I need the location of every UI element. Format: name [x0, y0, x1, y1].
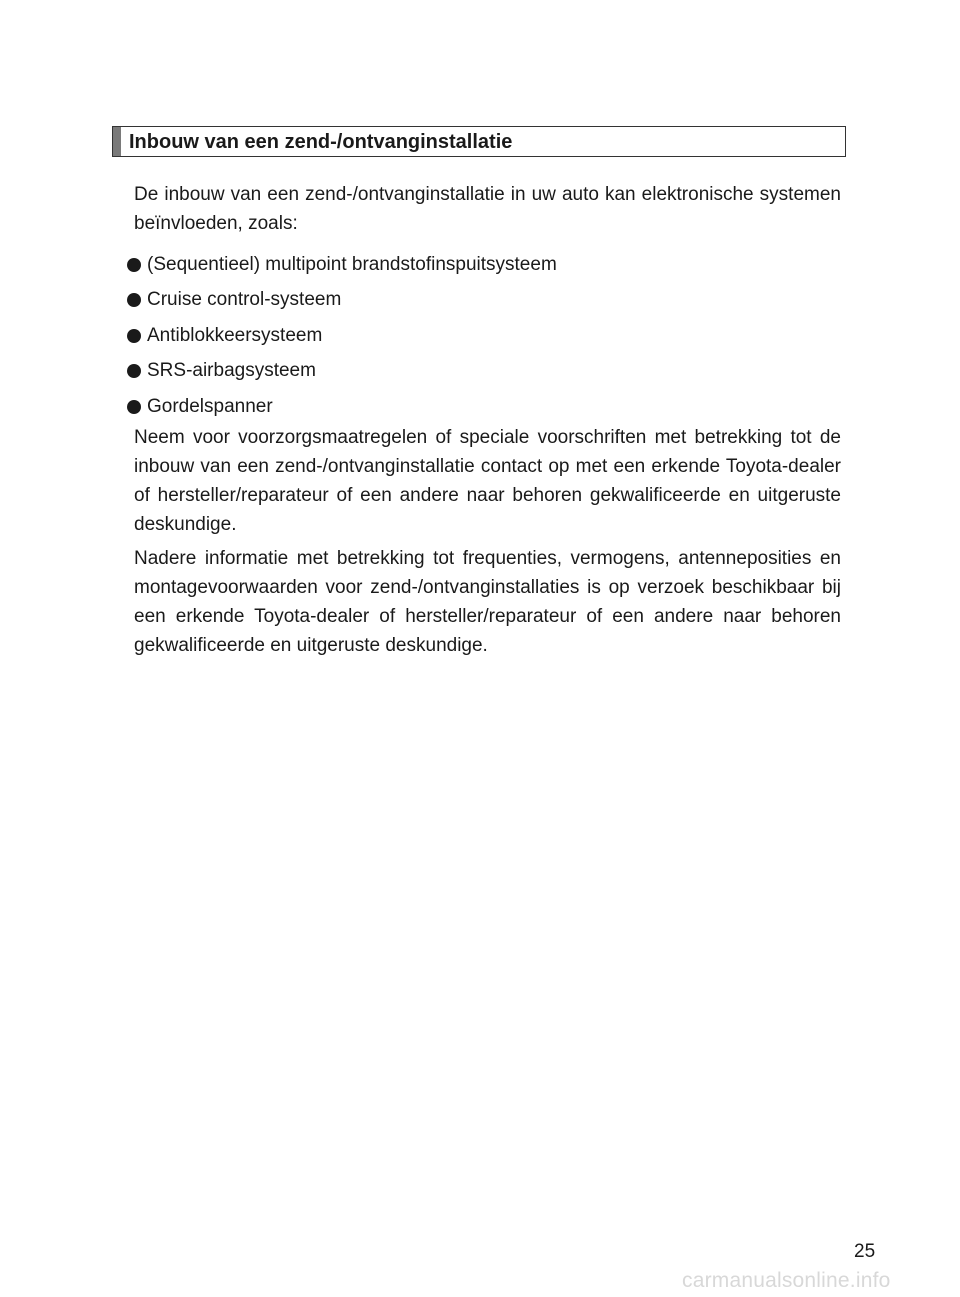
- bullet-icon: [127, 364, 141, 378]
- bullet-icon: [127, 293, 141, 307]
- details-paragraph: Nadere informatie met betrekking tot frequenties, vermogens, antenneposities en montagevoorwaarden voor zend-/ontvanginstallaties is op verzoek beschikbaar bij een erkende Toyota-dealer of hersteller/reparateur of een andere naar behoren gekwalificeerde en uitgeruste deskundige.: [134, 548, 841, 656]
- bullet-icon: [127, 329, 141, 343]
- list-item: [127, 354, 557, 390]
- intro-paragraph: De inbouw van een zend-/ontvanginstallatie in uw auto kan elektronische systemen beïnvloeden, zoals:: [134, 184, 841, 234]
- list-item: [127, 318, 557, 354]
- watermark: carmanualsonline.info: [682, 1269, 891, 1292]
- precautions-paragraph: Neem voor voorzorgsmaatregelen of speciale voorschriften met betrekking tot de inbouw van een zend-/ontvanginstallatie contact op met een erkende Toyota-dealer of hersteller/reparateur of een andere naar behoren gekwalificeerde en uitgeruste deskundige.: [134, 427, 841, 535]
- system-list: [127, 247, 557, 425]
- bullet-icon: [127, 258, 141, 272]
- list-item-label: SRS-airbagsysteem: [147, 360, 316, 382]
- section-header: [112, 126, 846, 157]
- page-number: 25: [854, 1241, 876, 1262]
- list-item: [127, 283, 557, 319]
- list-item-label: Gordelspanner: [147, 395, 273, 417]
- list-item-label: (Sequentieel) multipoint brandstofinspuitsysteem: [147, 253, 557, 275]
- list-item-label: Antiblokkeersysteem: [147, 324, 323, 346]
- section-header-bar: [113, 127, 121, 156]
- list-item: [127, 247, 557, 283]
- bullet-icon: [127, 400, 141, 414]
- list-item-label: Cruise control-systeem: [147, 289, 342, 311]
- section-title: Inbouw van een zend-/ontvanginstallatie: [129, 131, 513, 153]
- list-item: [127, 389, 557, 425]
